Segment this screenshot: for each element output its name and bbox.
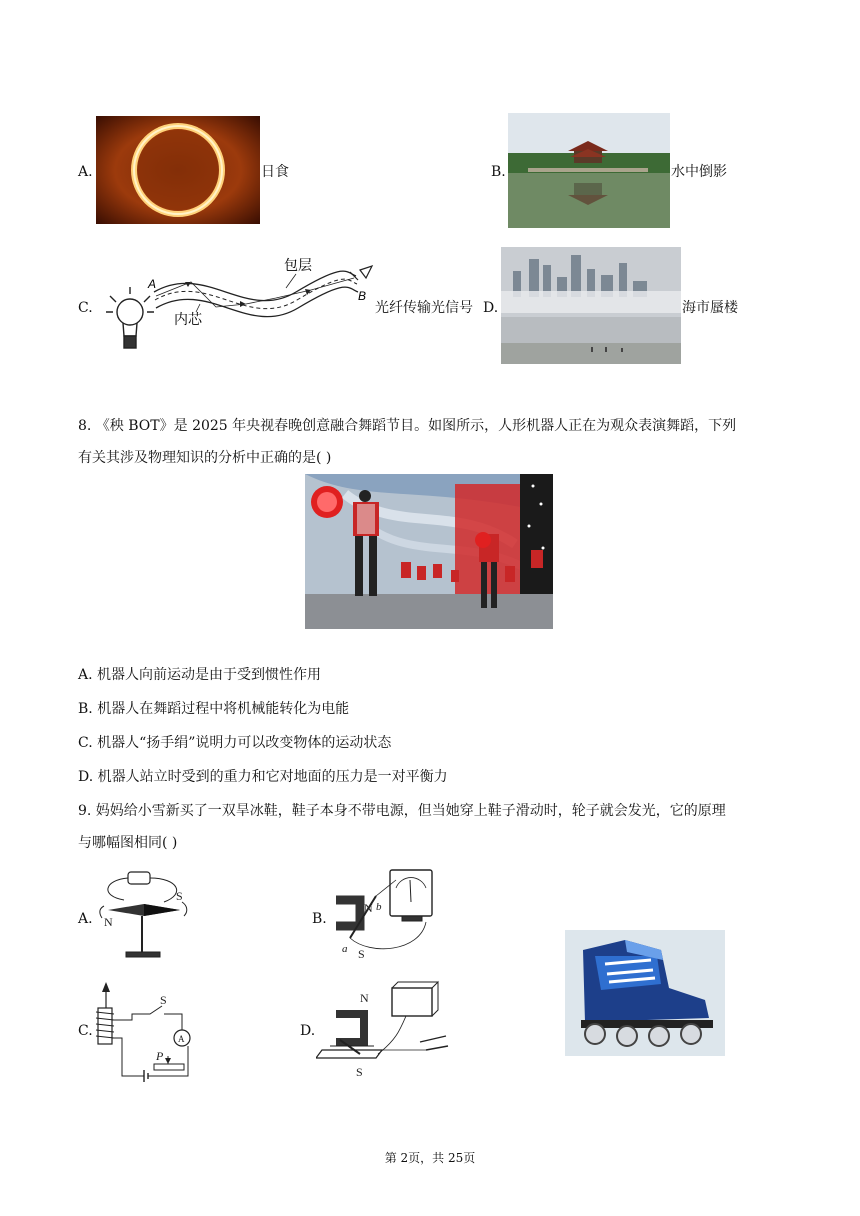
page-footer: 第 2页，共 25页 (384, 1151, 476, 1165)
q9a-label-s: S (176, 889, 183, 903)
q9d-label-s: S (356, 1065, 363, 1079)
q8-option-c: C. 机器人“扬手绢”说明力可以改变物体的运动状态 (78, 735, 392, 751)
q9a-label-n: N (104, 915, 113, 929)
fiber-label-core: 内芯 (174, 311, 202, 327)
roller-skate-photo (565, 930, 725, 1056)
pavilion-reflection-photo (508, 113, 670, 228)
q9-option-a-letter: A. (78, 911, 93, 927)
option-b-letter: B. (491, 164, 506, 180)
q9b-label-b: b (376, 901, 382, 913)
q9-option-d-letter: D. (300, 1023, 316, 1039)
electromagnet-circuit-diagram (94, 980, 200, 1084)
option-a-caption: 日食 (261, 164, 289, 180)
question-8 (78, 416, 783, 480)
q9-stem-line1: 9. 妈妈给小雪新买了一双旱冰鞋，鞋子本身不带电源，但当她穿上鞋子滑动时，轮子就会发光，它的原理 (78, 803, 726, 819)
q9c-label-s: S (160, 993, 167, 1007)
question-9 (78, 801, 783, 865)
q8-option-d: D. 机器人站立时受到的重力和它对地面的压力是一对平衡力 (78, 769, 448, 785)
q9c-label-a: A (178, 1034, 185, 1044)
light-bulb-icon (106, 287, 154, 348)
compass-needle-wire-diagram (94, 866, 194, 966)
fiber-label-cladding: 包层 (284, 257, 312, 273)
fiber-label-a: A (148, 277, 157, 291)
option-d-caption: 海市蜃楼 (682, 300, 738, 316)
optical-fiber-diagram (96, 252, 374, 358)
option-a-letter: A. (78, 164, 93, 180)
q9-option-b-letter: B. (312, 911, 327, 927)
robot-dance-photo (305, 474, 553, 629)
q9b-label-n: N (364, 901, 373, 915)
q9c-label-p: P (156, 1049, 164, 1063)
q9b-label-a: a (342, 943, 348, 955)
option-c-caption: 光纤传输光信号 (375, 300, 473, 316)
q8-number: 8. (78, 418, 92, 434)
q9-stem-line2: 与哪幅图相同( ) (78, 835, 178, 851)
mirage-city-photo (501, 247, 681, 364)
q9d-label-n: N (360, 991, 369, 1005)
option-c-letter: C. (78, 300, 93, 316)
q9-option-c-letter: C. (78, 1023, 93, 1039)
galvanometer-conductor-diagram (330, 866, 438, 966)
option-b-caption: 水中倒影 (671, 164, 727, 180)
q8-stem-line1: 《秧 BOT》是 2025 年央视春晚创意融合舞蹈节目。如图所示，人形机器人正在为观众表演舞蹈，下列 (95, 418, 737, 434)
q8-option-a: A. 机器人向前运动是由于受到惯性作用 (78, 667, 322, 683)
annular-eclipse-photo (96, 116, 260, 224)
option-d-letter: D. (483, 300, 499, 316)
fiber-label-b: B (358, 289, 367, 303)
q8-option-b: B. 机器人在舞蹈过程中将机械能转化为电能 (78, 701, 350, 717)
motor-rails-circuit-diagram (316, 980, 454, 1080)
q9b-label-s: S (358, 947, 365, 961)
q8-stem-line2: 有关其涉及物理知识的分析中正确的是( ) (78, 450, 332, 466)
